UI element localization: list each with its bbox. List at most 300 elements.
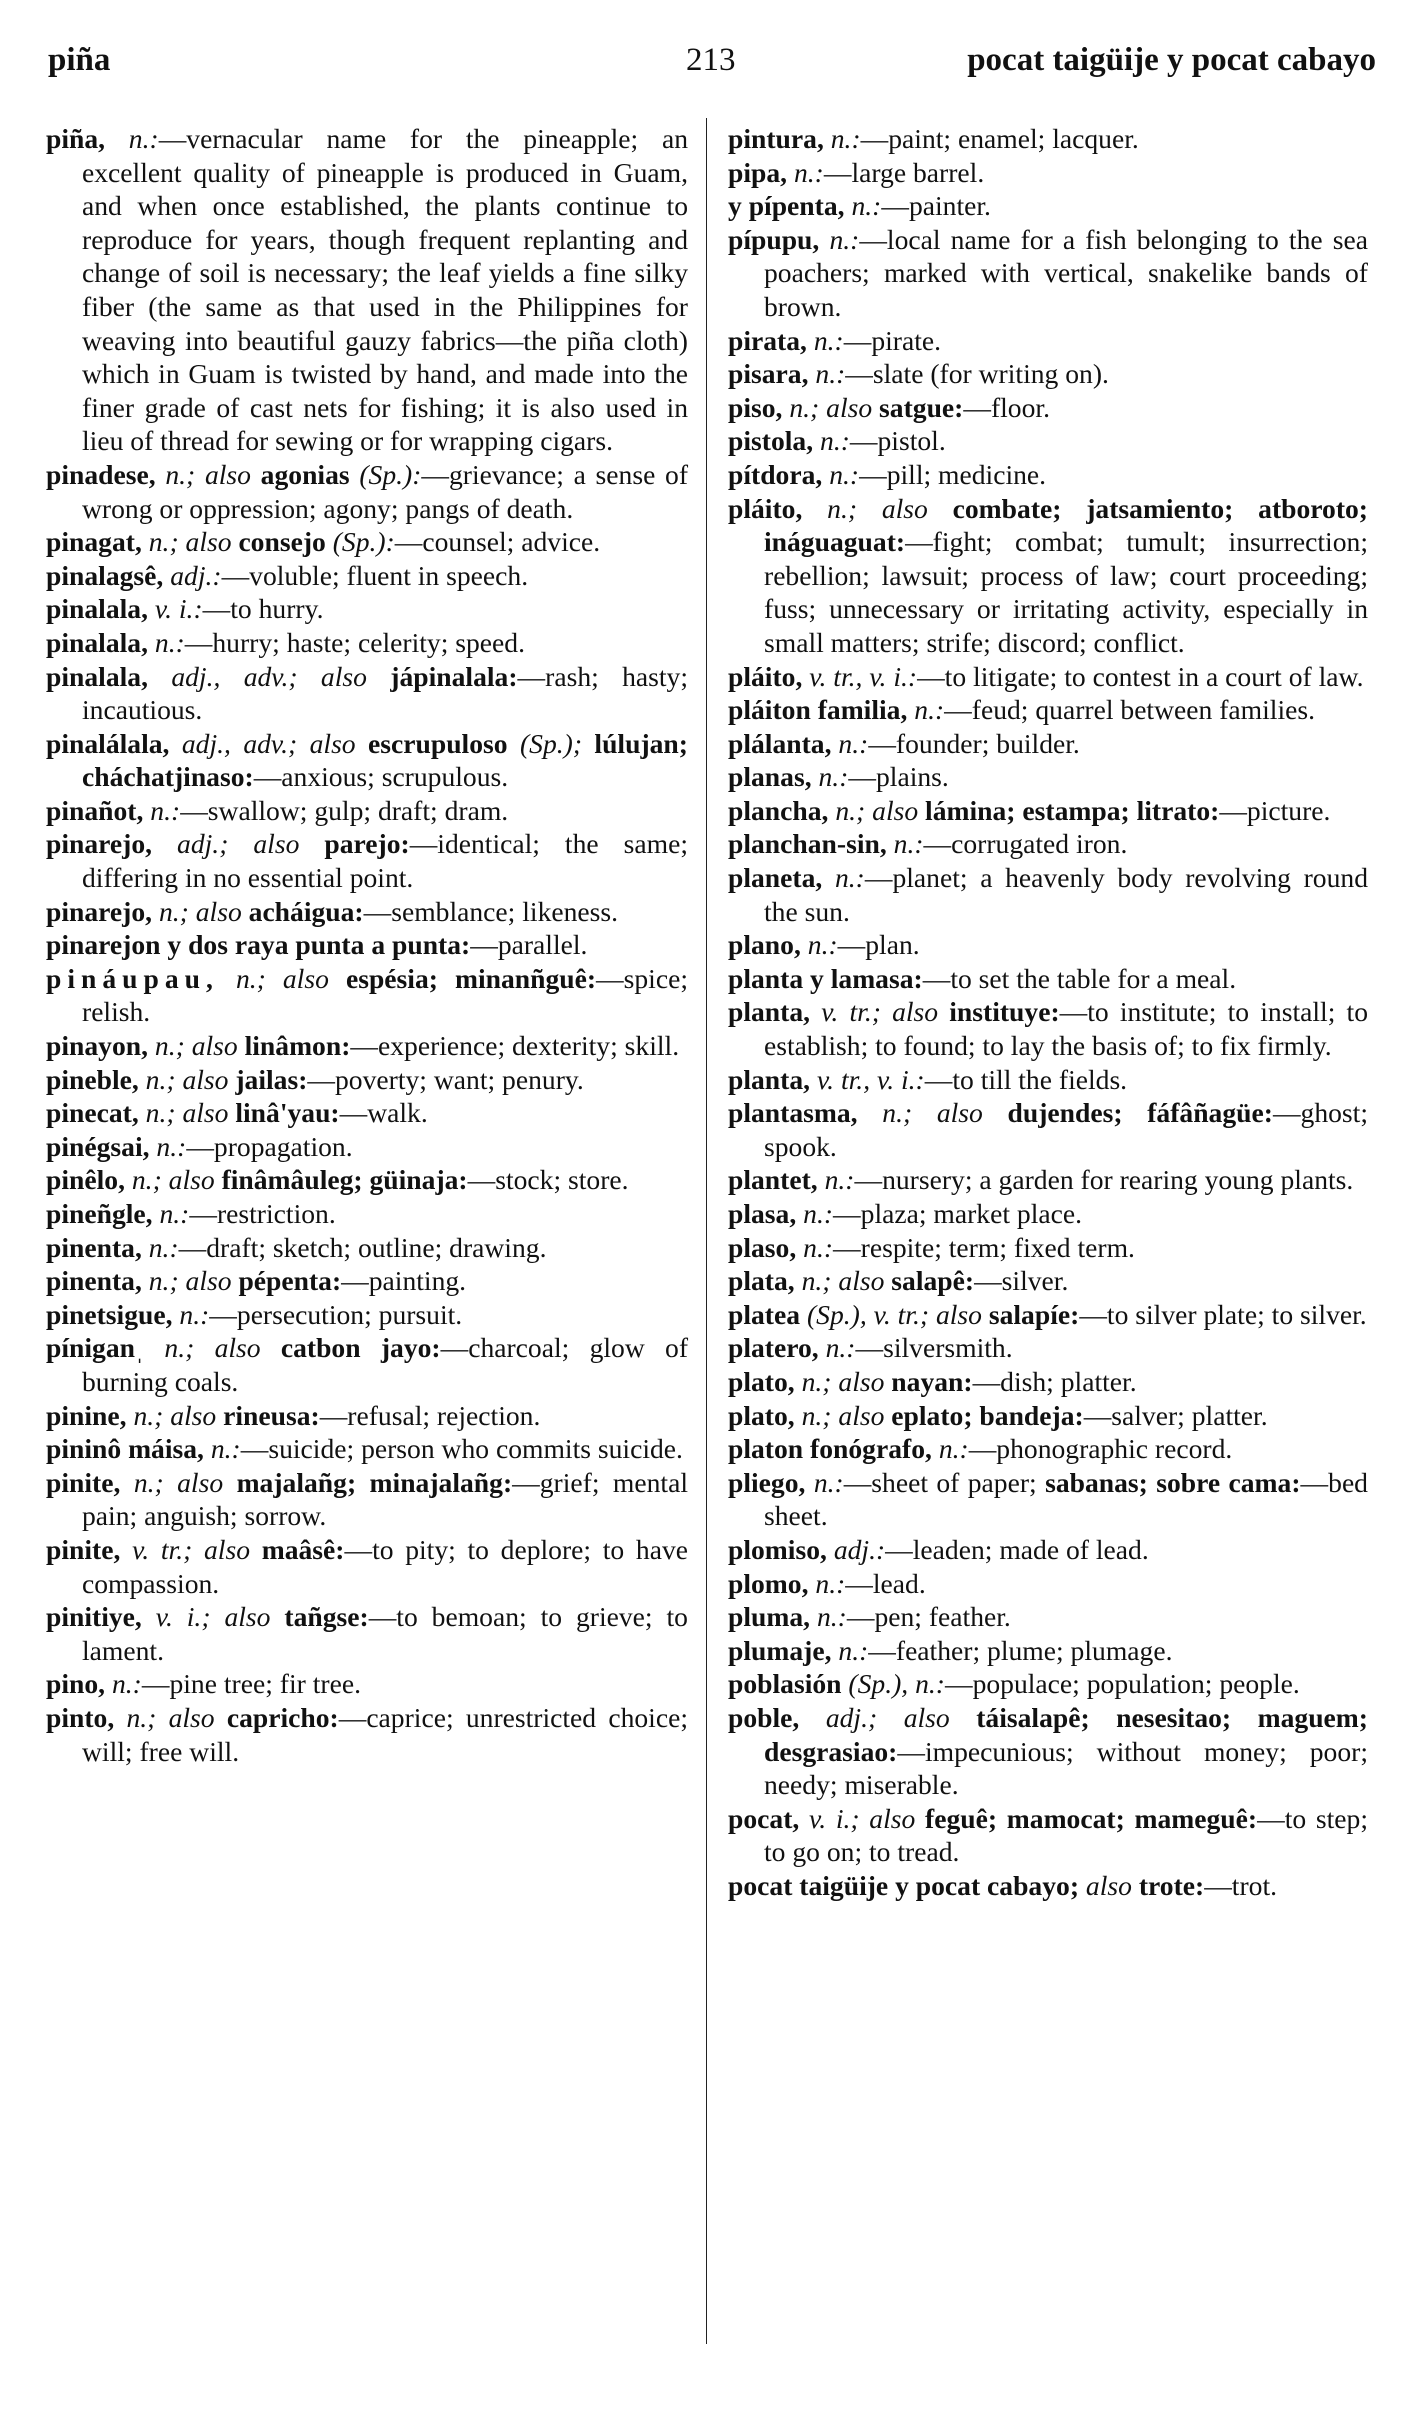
entry-definition: —founder; builder. (868, 727, 1080, 759)
dictionary-entry (728, 1667, 1368, 1701)
dictionary-entry (728, 962, 1368, 996)
entry-headword: pítdora, (728, 458, 823, 490)
dictionary-entry (728, 1432, 1368, 1466)
entry-grammar: n.: (803, 1198, 834, 1229)
entry-grammar: v. tr., v. i.: (816, 1063, 925, 1095)
dictionary-entry (728, 1600, 1368, 1634)
entry-definition: —to till the fields. (924, 1063, 1128, 1095)
entry-synonym: rineusa: (223, 1399, 320, 1431)
entry-headword: pinetsigue, (46, 1298, 173, 1330)
dictionary-entry (728, 156, 1368, 190)
entry-grammar: n.: (210, 1433, 241, 1465)
entry-definition: —poverty; want; penury. (307, 1063, 584, 1095)
entry-definition: —hurry; haste; celerity; speed. (184, 626, 525, 658)
entry-headword: planta y lamasa: (728, 962, 923, 994)
dictionary-entry (46, 660, 688, 727)
entry-definition: —large barrel. (823, 156, 985, 188)
entry-grammar: n.: (150, 794, 181, 826)
entry-definition: —ghost; spook. (764, 1097, 1368, 1162)
entry-headword: platon fonógrafo, (728, 1433, 932, 1465)
entry-headword: pinite, (46, 1533, 121, 1565)
entry-headword: pocat, (728, 1802, 800, 1834)
entry-headword: pininô máisa, (46, 1433, 204, 1465)
entry-grammar: adj.: (833, 1533, 886, 1565)
entry-grammar: n.: (851, 190, 882, 222)
entry-definition: —silversmith. (855, 1332, 1013, 1364)
entry-definition: —grief; mental pain; anguish; sorrow. (82, 1466, 689, 1532)
dictionary-entry (46, 1264, 688, 1298)
entry-headword: poblasión (728, 1668, 842, 1700)
dictionary-entry (728, 492, 1368, 660)
entry-synonym: eplato; bandeja: (891, 1399, 1084, 1431)
dictionary-entry (728, 1701, 1368, 1802)
entry-definition: —pill; medicine. (859, 458, 1047, 490)
dictionary-entry (728, 1063, 1368, 1097)
entry-synonym: maâsê: (261, 1533, 345, 1565)
entry-definition: —phonographic record. (968, 1433, 1233, 1465)
entry-headword: pisara, (728, 358, 809, 390)
dictionary-entry (46, 1130, 688, 1164)
entry-grammar: n.: (824, 1164, 855, 1196)
entry-headword: pinagat, (46, 526, 142, 558)
dictionary-entry (46, 1466, 688, 1533)
right-column (728, 122, 1368, 1902)
dictionary-entry (728, 1298, 1368, 1332)
dictionary-entry (728, 424, 1368, 458)
dictionary-entry (728, 122, 1368, 156)
entry-grammar: (Sp.): (359, 458, 422, 490)
dictionary-entry (728, 223, 1368, 324)
entry-synonym: combate; jatsamiento; atboroto; ináguaguat: (764, 492, 1368, 558)
dictionary-entry (728, 794, 1368, 828)
entry-headword: pinenta, (46, 1265, 142, 1297)
entry-synonym: trote: (1138, 1869, 1205, 1901)
entry-headword: pirata, (728, 324, 807, 356)
dictionary-entry (46, 1298, 688, 1332)
entry-definition: —counsel; advice. (394, 526, 601, 558)
entry-headword: pláito, (728, 660, 803, 692)
entry-headword: pinarejon y dos raya punta a punta: (46, 929, 471, 961)
dictionary-entry (728, 1096, 1368, 1163)
entry-grammar: n.; also (801, 1265, 885, 1297)
dictionary-entry (728, 391, 1368, 425)
entry-grammar: v. i.; also (155, 1601, 271, 1633)
entry-grammar: n.: (815, 358, 846, 390)
entry-headword: plumaje, (728, 1634, 832, 1666)
entry-headword: pinayon, (46, 1030, 148, 1062)
entry-grammar: n.: (813, 324, 844, 356)
entry-grammar: n.; also (126, 1701, 215, 1733)
dictionary-entry (728, 1365, 1368, 1399)
entry-grammar: v. tr., v. i.: (809, 660, 918, 692)
entry-headword: plomiso, (728, 1533, 827, 1565)
entry-headword: piso, (728, 391, 783, 423)
entry-synonym: jailas: (235, 1063, 308, 1095)
entry-headword: y pípenta, (728, 190, 845, 222)
entry-grammar: v. i.: (154, 593, 203, 625)
entry-grammar: n.: (829, 223, 860, 255)
dictionary-entry (46, 1533, 688, 1600)
entry-headword: pineñgle, (46, 1198, 153, 1229)
entry-synonym: espésia; minanñguê: (345, 962, 597, 994)
entry-definition: —anxious; scrupulous. (253, 761, 509, 793)
entry-grammar: n.: (820, 425, 850, 457)
dictionary-entry (46, 1701, 688, 1768)
entry-grammar: n.: (938, 1433, 969, 1465)
entry-grammar: n.; also (827, 492, 928, 524)
dictionary-entry (46, 1063, 688, 1097)
running-head (48, 42, 1376, 92)
dictionary-entry (46, 928, 688, 962)
entry-synonym: instituye: (949, 996, 1060, 1028)
entry-grammar: n.; also (131, 1164, 215, 1196)
entry-definition: —charcoal; glow of burning coals. (82, 1332, 689, 1397)
entry-headword: planta, (728, 996, 811, 1028)
entry-headword: pláiton familia, (728, 694, 908, 726)
entry-synonym: dujendes; fáfâñagüe: (1007, 1097, 1273, 1129)
entry-definition: —restriction. (189, 1198, 336, 1229)
entry-synonym: capricho: (226, 1701, 339, 1733)
entry-synonym: consejo (238, 526, 326, 558)
entry-grammar: n.: (111, 1668, 142, 1700)
header-right-guideword: pocat taigüije y pocat cabayo (967, 42, 1376, 78)
entry-grammar: n.; also (145, 1063, 229, 1095)
entry-headword: pinalala, (46, 626, 148, 658)
left-column (46, 122, 688, 1768)
entry-definition: —persecution; pursuit. (209, 1298, 463, 1330)
entry-grammar: also (1085, 1869, 1132, 1901)
entry-headword: platero, (728, 1332, 819, 1364)
dictionary-entry (728, 827, 1368, 861)
entry-headword: planas, (728, 761, 812, 793)
entry-grammar: adj.; also (177, 828, 300, 860)
entry-headword: planchan-sin, (728, 828, 887, 860)
entry-headword: pinenta, (46, 1231, 142, 1263)
entry-headword: plasa, (728, 1198, 797, 1229)
entry-grammar: n.; also (148, 526, 232, 558)
entry-definition: —populace; population; people. (944, 1668, 1300, 1700)
entry-headword: pintura, (728, 123, 824, 154)
dictionary-entry (46, 559, 688, 593)
dictionary-entry (728, 1331, 1368, 1365)
header-left-guideword: piña (48, 42, 111, 78)
entry-definition: —to set the table for a meal. (922, 962, 1237, 994)
entry-synonym: parejo: (324, 828, 410, 860)
entry-headword: plantet, (728, 1164, 818, 1196)
entry-definition: —to bemoan; to grieve; to lament. (82, 1601, 688, 1666)
entry-headword: pluma, (728, 1601, 811, 1633)
entry-definition: —impecunious; without money; poor; needy; miserable. (764, 1735, 1368, 1801)
entry-grammar: n.: (830, 123, 861, 154)
entry-headword: pinalálala, (46, 727, 170, 759)
entry-headword: pinite, (46, 1466, 121, 1498)
entry-definition: —fight; combat; tumult; insurrection; rebellion; lawsuit; process of law; court proceeding; fuss; unnecessary or irritating activity, especially in small matters; strife; discord; conflict. (764, 526, 1368, 658)
entry-headword: plantasma, (728, 1097, 858, 1129)
entry-definition: —plains. (848, 761, 949, 793)
entry-definition: —to step; to go on; to tread. (764, 1802, 1368, 1868)
entry-headword: plálanta, (728, 727, 832, 759)
entry-definition: —nursery; a garden for rearing young plants. (854, 1164, 1354, 1196)
entry-definition: —pirate. (843, 324, 942, 356)
entry-headword: pinêlo, (46, 1164, 125, 1196)
entry-grammar: (Sp.), v. tr.; also (806, 1298, 982, 1330)
entry-grammar: n.: (803, 1231, 834, 1263)
entry-definition: —walk. (339, 1097, 428, 1129)
dictionary-entry (728, 995, 1368, 1062)
entry-synonym: táisalapê; nesesitao; maguem; desgrasiao: (764, 1701, 1368, 1767)
dictionary-entry (728, 660, 1368, 694)
entry-headword: pípupu, (728, 223, 820, 255)
entry-definition: —grievance; a sense of wrong or oppression; agony; pangs of death. (82, 458, 689, 524)
entry-headword: pinalagsê, (46, 559, 164, 591)
entry-headword: plomo, (728, 1567, 809, 1599)
entry-definition: —semblance; likeness. (363, 895, 619, 927)
dictionary-entry (728, 1163, 1368, 1197)
entry-grammar: n.; also (882, 1097, 983, 1129)
dictionary-entry (728, 1197, 1368, 1231)
entry-headword: pistola, (728, 425, 814, 457)
entry-definition: —bed sheet. (764, 1466, 1368, 1532)
dictionary-entry (46, 525, 688, 559)
dictionary-entry (728, 1264, 1368, 1298)
entry-synonym: linâmon: (244, 1030, 351, 1062)
entry-definition: —draft; sketch; outline; drawing. (178, 1231, 547, 1263)
entry-definition: —floor. (963, 391, 1050, 423)
entry-headword: plato, (728, 1399, 795, 1431)
entry-grammar: adj.; also (825, 1701, 950, 1733)
entry-grammar: n.: (813, 1466, 844, 1498)
entry-definition: —propagation. (186, 1130, 353, 1162)
entry-grammar: n.; also (158, 895, 242, 927)
entry-headword: pinarejo, (46, 828, 153, 860)
entry-synonym: acháigua: (248, 895, 364, 927)
entry-synonym: lámina; estampa; litrato: (925, 794, 1220, 826)
entry-synonym: tañgse: (284, 1601, 369, 1633)
dictionary-entry (728, 1634, 1368, 1668)
dictionary-entry (46, 592, 688, 626)
entry-headword: pino, (46, 1668, 106, 1700)
entry-synonym: jápinalala: (390, 660, 518, 692)
entry-grammar: n.; also (801, 1399, 885, 1431)
entry-grammar: n.: (914, 694, 945, 726)
entry-grammar: n.: (815, 1567, 846, 1599)
entry-headword: planta, (728, 1063, 811, 1095)
column-divider (706, 118, 707, 2344)
entry-definition: —identical; the same; differing in no essential point. (82, 828, 688, 894)
entry-definition: —to litigate; to contest in a court of law. (917, 660, 1364, 692)
entry-synonym: majalañg; minajalañg: (236, 1466, 513, 1498)
entry-definition: —spice; relish. (82, 962, 689, 1028)
entry-grammar: n.: (128, 123, 159, 154)
entry-headword: pinalala, (46, 593, 148, 625)
entry-grammar: n.; also (133, 1399, 217, 1431)
entry-grammar: n.; also (235, 962, 329, 994)
entry-definition: —leaden; made of lead. (885, 1533, 1149, 1565)
entry-headword: poble, (728, 1701, 800, 1733)
entry-synonym: sabanas; sobre cama: (1045, 1466, 1301, 1498)
entry-grammar: n.: (838, 727, 869, 759)
entry-definition: —rash; hasty; incautious. (82, 660, 689, 726)
entry-grammar: n.: (807, 929, 838, 961)
dictionary-entry (728, 1466, 1368, 1533)
entry-grammar: (Sp.), n.: (848, 1668, 945, 1700)
dictionary-entry (46, 626, 688, 660)
dictionary-entry (46, 1029, 688, 1063)
entry-definition: —suicide; person who commits suicide. (240, 1433, 683, 1465)
entry-definition: —sheet of paper; (843, 1466, 1037, 1498)
entry-synonym: salapíe: (988, 1298, 1080, 1330)
entry-grammar: (Sp.): (332, 526, 395, 558)
entry-definition: —feather; plume; plumage. (868, 1634, 1173, 1666)
entry-definition: —caprice; unrestricted choice; will; free will. (82, 1701, 688, 1767)
entry-grammar: n.: (179, 1298, 210, 1330)
entry-headword: plano, (728, 929, 801, 961)
entry-grammar: n.: (156, 1130, 187, 1162)
entry-grammar: n.; also (164, 1332, 261, 1364)
entry-definition: —planet; a heavenly body revolving round the sun. (764, 862, 1368, 927)
entry-grammar: n.; also (148, 1265, 232, 1297)
entry-headword: pináupau, (46, 962, 219, 994)
entry-headword: pinto, (46, 1701, 115, 1733)
dictionary-entry (728, 1802, 1368, 1869)
entry-definition: —corrugated iron. (923, 828, 1128, 860)
dictionary-entry (728, 1567, 1368, 1601)
entry-grammar: n.: (148, 1231, 179, 1263)
dictionary-entry (46, 458, 688, 525)
entry-grammar: n.; also (154, 1030, 238, 1062)
dictionary-entry (728, 189, 1368, 223)
dictionary-entry (728, 1869, 1368, 1903)
dictionary-entry (46, 827, 688, 894)
entry-synonym: pépenta: (238, 1265, 342, 1297)
entry-headword: pinine, (46, 1399, 127, 1431)
entry-headword: plata, (728, 1265, 795, 1297)
entry-definition: —pen; feather. (846, 1601, 1011, 1633)
entry-grammar: n.: (816, 1601, 847, 1633)
entry-grammar: n.: (793, 156, 824, 188)
entry-definition: —stock; store. (467, 1164, 629, 1196)
entry-definition: —painting. (341, 1265, 467, 1297)
dictionary-entry (46, 1096, 688, 1130)
dictionary-entry (46, 1231, 688, 1265)
entry-headword: piña, (46, 123, 106, 154)
entry-definition: —pistol. (849, 425, 946, 457)
entry-grammar: n.: (893, 828, 924, 860)
dictionary-entry (46, 895, 688, 929)
entry-grammar: n.; also (165, 458, 251, 490)
entry-headword: plancha, (728, 794, 829, 826)
entry-grammar: v. tr.; also (132, 1533, 250, 1565)
dictionary-entry (728, 928, 1368, 962)
entry-definition: —picture. (1219, 794, 1331, 826)
entry-headword: pinégsai, (46, 1130, 150, 1162)
dictionary-entry (46, 962, 688, 1029)
dictionary-entry (728, 1231, 1368, 1265)
entry-grammar: n.; also (145, 1097, 229, 1129)
entry-synonym: lúlujan; cháchatjinaso: (82, 727, 688, 793)
entry-synonym: escrupuloso (368, 727, 508, 759)
entry-definition: —to pity; to deplore; to have compassion. (82, 1533, 689, 1599)
entry-synonym: feguê; mamocat; mameguê: (925, 1802, 1258, 1834)
entry-headword: pocat taigüije y pocat cabayo; (728, 1869, 1080, 1901)
entry-synonym: satgue: (879, 391, 964, 423)
entry-headword: plaso, (728, 1231, 797, 1263)
entry-definition: —voluble; fluent in speech. (221, 559, 529, 591)
dictionary-entry (46, 1399, 688, 1433)
entry-headword: pinañot, (46, 794, 144, 826)
entry-headword: planeta, (728, 862, 823, 894)
entry-grammar: n.; also (789, 391, 873, 423)
dictionary-entry (46, 1432, 688, 1466)
entry-definition: —painter. (881, 190, 991, 222)
entry-definition: —trot. (1204, 1869, 1278, 1901)
entry-definition: —lead. (845, 1567, 926, 1599)
entry-synonym: agonias (260, 458, 350, 490)
entry-headword: pinecat, (46, 1097, 139, 1129)
entry-definition: —refusal; rejection. (319, 1399, 541, 1431)
dictionary-entry (46, 1163, 688, 1197)
dictionary-entry (728, 760, 1368, 794)
dictionary-entry (728, 693, 1368, 727)
entry-synonym: linâ'yau: (235, 1097, 340, 1129)
entry-grammar: n.: (159, 1198, 190, 1229)
page-number: 213 (686, 42, 736, 78)
dictionary-entry (728, 324, 1368, 358)
entry-grammar: n.; also (133, 1466, 224, 1498)
entry-definition: —paint; enamel; lacquer. (860, 123, 1139, 154)
entry-headword: pliego, (728, 1466, 806, 1498)
entry-definition: —to hurry. (202, 593, 324, 625)
entry-grammar: n.; also (801, 1365, 885, 1397)
entry-grammar: n.: (154, 626, 185, 658)
entry-definition: —slate (for writing on). (845, 358, 1109, 390)
entry-headword: pinadese, (46, 458, 156, 490)
entry-headword: pineble, (46, 1063, 139, 1095)
entry-grammar: v. i.; also (809, 1802, 916, 1834)
entry-synonym: finâmâuleg; güinaja: (221, 1164, 468, 1196)
dictionary-entry (728, 458, 1368, 492)
dictionary-entry (46, 727, 688, 794)
entry-grammar: v. tr.; also (821, 996, 939, 1028)
entry-headword: pinitiye, (46, 1601, 142, 1633)
dictionary-entry (728, 727, 1368, 761)
entry-definition: —silver. (974, 1265, 1069, 1297)
entry-grammar: n.: (838, 1634, 869, 1666)
entry-definition: —salver; platter. (1083, 1399, 1268, 1431)
entry-definition: —to silver plate; to silver. (1079, 1298, 1367, 1330)
entry-definition: —plan. (837, 929, 920, 961)
dictionary-entry (46, 1197, 688, 1231)
entry-definition: —respite; term; fixed term. (833, 1231, 1135, 1263)
entry-grammar: n.: (818, 761, 849, 793)
entry-synonym: salapê: (891, 1265, 975, 1297)
entry-definition: —swallow; gulp; draft; dram. (180, 794, 509, 826)
dictionary-entry (46, 794, 688, 828)
entry-headword: píniganˌ (46, 1332, 145, 1364)
dictionary-entry (46, 1600, 688, 1667)
entry-definition: —vernacular name for the pineapple; an excellent quality of pineapple is produced in Guam, and when once established, the plants continue to reproduce for years, though frequent replanting and change of soil is necessary; the leaf yields a fine silky fiber (the same as that used in the Philippines for weaving into beautiful gauzy fabrics—the piña cloth) which in Guam is twisted by hand, and made into the finer grade of cast nets for fishing; it is also used in lieu of thread for sewing or for wrapping cigars. (82, 123, 688, 457)
entry-grammar: n.: (825, 1332, 856, 1364)
entry-definition: —dish; platter. (972, 1365, 1137, 1397)
entry-grammar: adj.: (170, 559, 222, 591)
entry-headword: pláito, (728, 492, 803, 524)
entry-synonym: catbon jayo: (280, 1332, 441, 1364)
entry-grammar: adj., adv.; also (181, 727, 356, 759)
dictionary-entry (728, 1533, 1368, 1567)
dictionary-entry (728, 1399, 1368, 1433)
dictionary-entry (728, 861, 1368, 928)
entry-definition: —pine tree; fir tree. (141, 1668, 361, 1700)
